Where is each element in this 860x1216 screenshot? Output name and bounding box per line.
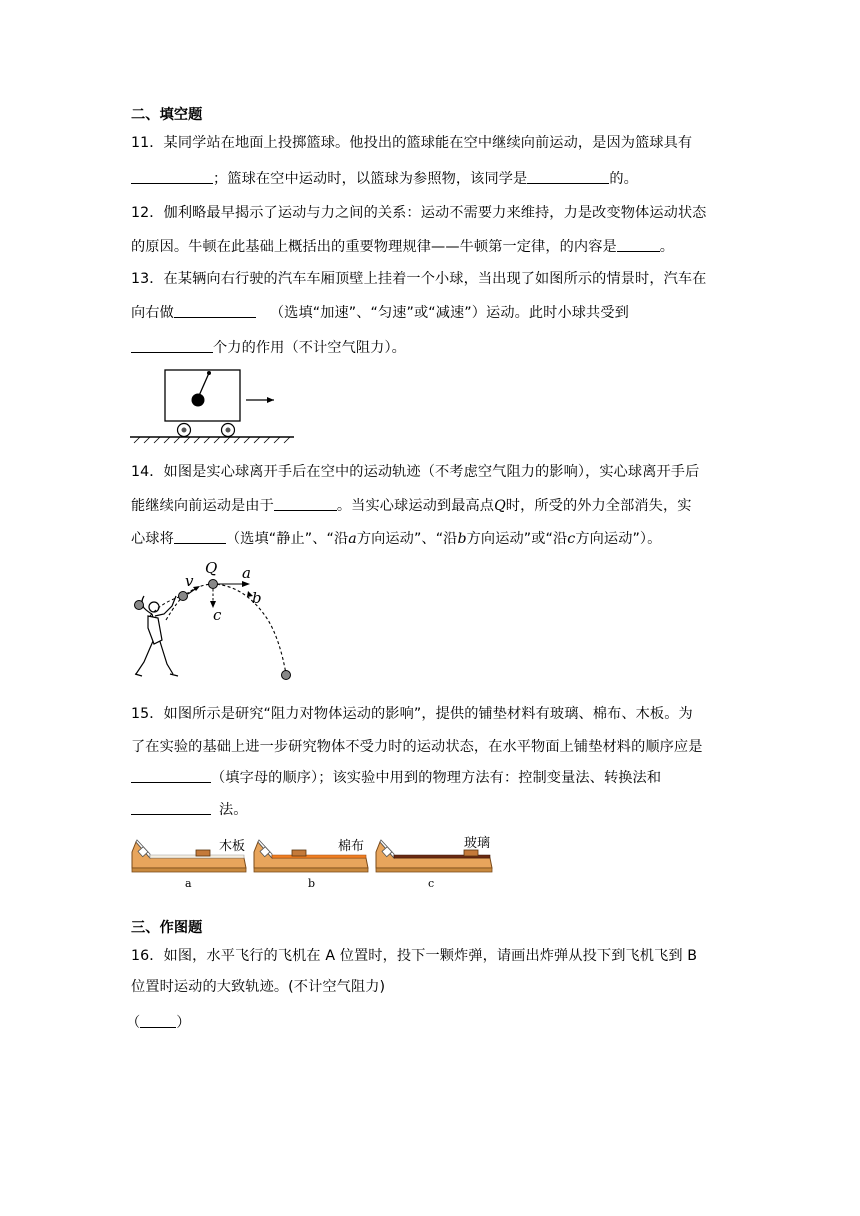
q14-text-3b: （选填“静止”、“沿 (225, 531, 349, 547)
label-panel-b: b (308, 877, 316, 890)
pivot-point (207, 371, 211, 375)
section-heading-drawing: 三、作图题 (131, 920, 203, 936)
q14-var-c: c (567, 531, 576, 547)
q14-text-3e: 方向运动”）。 (575, 531, 662, 547)
label-v: v (185, 572, 194, 590)
q12-line-1: 12．伽利略最早揭示了运动与力之间的关系：运动不需要力来维持，力是改变物体运动状态 (131, 205, 707, 221)
q14-text-3d: 方向运动”或“沿 (466, 531, 568, 547)
label-glass: 玻璃 (464, 836, 491, 851)
q11-text-2b: 的。 (609, 171, 638, 187)
q14-line-2 (131, 496, 731, 516)
q13-text-2b: （选填“加速”、“匀速”或“减速”）运动。此时小球共受到 (269, 305, 629, 321)
q16-line-1: 16．如图，水平飞行的飞机在 A 位置时，投下一颗炸弹，请画出炸弹从投下到飞机飞到 B (131, 948, 698, 964)
q15-line-4 (131, 800, 731, 820)
q14-text-3a: 心球将 (131, 531, 174, 547)
pendulum-ball (192, 394, 205, 407)
q11-line-2 (131, 169, 731, 189)
panel-c-glass (376, 835, 492, 890)
q14-var-b: b (457, 531, 467, 547)
motion-arrow-head (267, 397, 274, 403)
q14-line-1: 14．如图是实心球离开手后在空中的运动轨迹（不考虑空气阻力的影响），实心球离开手后 (131, 464, 700, 480)
q16-paren-close: ） (176, 1015, 191, 1031)
q16-paren-open: （ (126, 1015, 141, 1031)
ball-top-q (209, 580, 218, 589)
label-wood: 木板 (219, 839, 246, 854)
q13-text-3b: 个力的作用（不计空气阻力）。 (213, 340, 406, 356)
label-c: c (213, 606, 222, 624)
q15-text-4b: 法。 (219, 802, 248, 818)
q11-blank-2[interactable] (527, 169, 609, 184)
q15-line-3 (131, 768, 731, 788)
q11-line-1: 11．某同学站在地面上投掷篮球。他投出的篮球能在空中继续向前运动，是因为篮球具有 (131, 135, 693, 151)
cart-pendulum-figure (128, 362, 298, 444)
q13-blank-1[interactable] (174, 303, 256, 318)
q14-text-3c: 方向运动”、“沿 (356, 531, 458, 547)
q16-blank-1[interactable] (140, 1013, 176, 1028)
q14-var-a: a (348, 531, 357, 547)
q13-line-2 (131, 303, 731, 323)
q16-line-2: 位置时运动的大致轨迹。(不计空气阻力) (131, 979, 386, 995)
q13-text-2a: 向右做 (131, 305, 174, 321)
q13-line-3 (131, 338, 731, 358)
q13-blank-2[interactable] (131, 338, 213, 353)
q15-line-1: 15．如图所示是研究“阻力对物体运动的影响”，提供的铺垫材料有玻璃、棉布、木板。为 (131, 706, 693, 722)
panel-a-wood (132, 838, 246, 890)
q14-line-3 (131, 529, 731, 549)
q12-blank-1[interactable] (617, 237, 660, 252)
ball-release (179, 592, 188, 601)
q15-text-3b: （填字母的顺序）；该实验中用到的物理方法有：控制变量法、转换法和 (211, 770, 662, 786)
panel-b-cotton (254, 838, 368, 890)
q14-text-2b: 。当实心球运动到最高点 (336, 498, 495, 514)
q15-blank-2[interactable] (131, 800, 211, 815)
q14-var-q: Q (494, 498, 506, 514)
q12-text-2a: 的原因。牛顿在此基础上概括出的重要物理规律——牛顿第一定律，的内容是 (131, 239, 617, 255)
cart-wheel-left (178, 424, 191, 437)
q14-text-2a: 能继续向前运动是由于 (131, 498, 274, 514)
ball-landing (282, 671, 291, 680)
q15-blank-1[interactable] (131, 768, 211, 783)
q15-line-2: 了在实验的基础上进一步研究物体不受力时的运动状态，在水平物面上铺垫材料的顺序应是 (131, 739, 703, 755)
cart-wheel-right (222, 424, 235, 437)
q14-text-2c: 时，所受的外力全部消失，实 (505, 498, 692, 514)
label-panel-c: c (428, 877, 435, 890)
q14-blank-2[interactable] (174, 529, 226, 544)
label-panel-a: a (185, 877, 192, 890)
label-q: Q (205, 559, 218, 577)
shotput-trajectory-figure (126, 556, 301, 682)
friction-experiment-figure (128, 830, 498, 892)
label-b: b (252, 589, 262, 607)
ground-hatching (134, 437, 290, 443)
q16-answer-line (126, 1013, 726, 1033)
q12-line-2 (131, 237, 731, 257)
section-heading-fill-blank: 二、填空题 (131, 107, 203, 123)
q11-text-2a: ；篮球在空中运动时，以篮球为参照物，该同学是 (213, 171, 528, 187)
q12-text-2b: 。 (659, 239, 675, 255)
label-a: a (242, 564, 251, 582)
q11-blank-1[interactable] (131, 169, 213, 184)
label-cotton: 棉布 (338, 839, 365, 854)
q13-line-1: 13．在某辆向右行驶的汽车车厢顶壁上挂着一个小球，当出现了如图所示的情景时，汽车在 (131, 271, 707, 287)
shotput-in-hand (135, 601, 144, 610)
q14-blank-1[interactable] (274, 496, 337, 511)
